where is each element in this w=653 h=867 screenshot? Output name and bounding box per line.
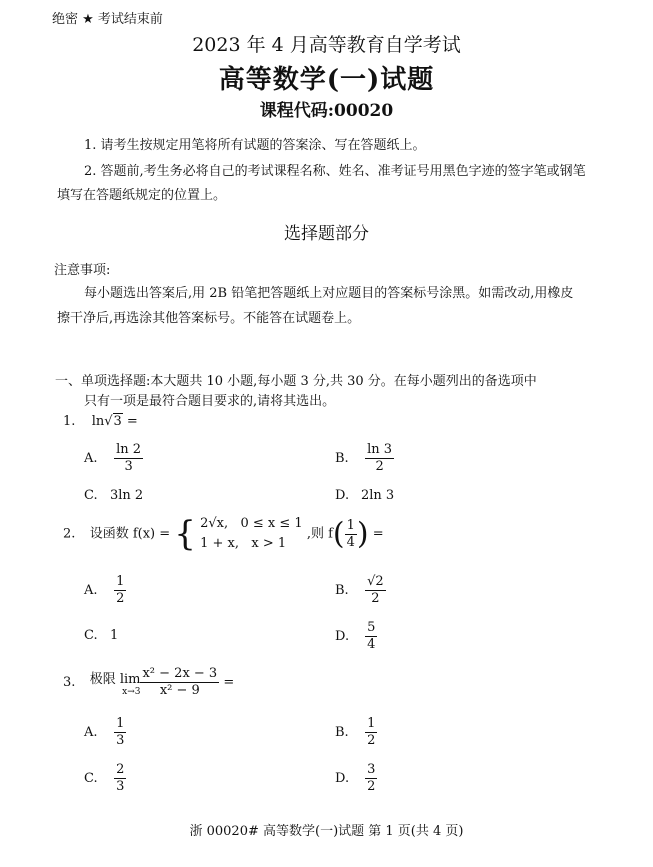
notice-line1: 每小题选出答案后,用 2B 铅笔把答题纸上对应题目的答案标号涂黑。如需改动,用橡皮 [84, 286, 574, 301]
question-1-option-c [84, 488, 143, 503]
option-fraction [365, 620, 377, 653]
question-3-option-b [335, 716, 377, 749]
option-label: B. [335, 583, 349, 598]
course-code: 课程代码:00020 [259, 101, 394, 121]
question-number: 2. [63, 526, 76, 542]
numerator: √2 [367, 574, 384, 589]
stem-text: = [368, 526, 384, 542]
stem-text: = [219, 675, 235, 690]
numerator: ln 2 [116, 442, 142, 457]
option-label: A. [84, 451, 98, 466]
denominator: 2 [375, 459, 384, 474]
denominator: 4 [367, 637, 376, 652]
case-expression: 2√x, [200, 516, 229, 531]
question-1-option-b [335, 442, 394, 475]
limit-operator [90, 668, 141, 697]
limit-fraction [140, 666, 219, 699]
denominator: 3 [124, 459, 133, 474]
question-2-stem [63, 514, 384, 554]
option-label: B. [335, 725, 349, 740]
option-fraction [114, 574, 126, 607]
option-fraction [365, 762, 377, 795]
stem-text: ,则 f [306, 526, 333, 542]
option-text: 1 [110, 628, 119, 643]
option-label: D. [335, 629, 350, 644]
option-label: A. [84, 583, 98, 598]
part1-heading-line2: 只有一项是最符合题目要求的,请将其选出。 [84, 394, 336, 409]
instruction-2-line1: 2. 答题前,考生务必将自己的考试课程名称、姓名、准考证号用黑色字迹的签字笔或钢笔 [84, 164, 586, 179]
option-label: D. [335, 771, 350, 786]
question-3-option-c [84, 762, 126, 795]
case-expression: 1 + x, [200, 536, 239, 551]
argument-fraction [345, 518, 357, 551]
denominator: x² − 9 [159, 683, 200, 698]
denominator: 4 [346, 534, 355, 550]
stem-text: = [122, 414, 138, 429]
paper-title: 高等数学(一)试题 [218, 65, 435, 95]
exam-title: 2023 年 4 月高等教育自学考试 [192, 34, 461, 56]
question-number: 1. [63, 414, 76, 429]
option-fraction [365, 442, 394, 475]
denominator: 2 [367, 779, 376, 794]
question-1-stem: 1. ln√3 = [63, 414, 138, 429]
option-text: 2ln 3 [361, 488, 395, 503]
part1-heading: 一、单项选择题:本大题共 10 小题,每小题 3 分,共 30 分。在每小题列出的备选项中 [55, 374, 537, 389]
question-3-stem [63, 666, 234, 699]
option-label: A. [84, 725, 98, 740]
section-title: 选择题部分 [284, 224, 369, 244]
numerator: 3 [367, 762, 376, 777]
case-condition: x > 1 [251, 536, 287, 551]
question-3-option-d [335, 762, 377, 795]
denominator: 2 [371, 591, 380, 606]
question-2-option-b [335, 574, 386, 607]
stem-text: ln [91, 414, 105, 429]
option-label: C. [84, 488, 98, 503]
notice-line2: 擦干净后,再选涂其他答案标号。不能答在试题卷上。 [57, 311, 361, 326]
question-3-option-a [84, 716, 126, 749]
confidential-label: 绝密 ★ 考试结束前 [52, 12, 163, 27]
option-text: 3ln 2 [110, 488, 144, 503]
denominator: 3 [116, 779, 125, 794]
instruction-1: 1. 请考生按规定用笔将所有试题的答案涂、写在答题纸上。 [84, 138, 426, 153]
limit-subscript: x→3 [122, 687, 141, 697]
numerator: 5 [367, 620, 376, 635]
instruction-2-line2: 填写在答题纸规定的位置上。 [57, 188, 227, 203]
option-fraction [114, 762, 126, 795]
numerator: 1 [116, 574, 125, 589]
question-1-option-a [84, 442, 143, 475]
option-fraction [114, 716, 126, 749]
option-fraction [365, 716, 377, 749]
option-fraction [365, 574, 386, 607]
question-2-option-d [335, 620, 377, 653]
question-number: 3. [63, 675, 76, 690]
piecewise-cases [200, 514, 303, 554]
numerator: 1 [346, 517, 355, 533]
option-label: B. [335, 451, 349, 466]
left-paren: ( [332, 516, 345, 552]
option-label: C. [84, 771, 98, 786]
question-2-option-a [84, 574, 126, 607]
stem-text: 极限 lim [89, 672, 141, 687]
numerator: ln 3 [367, 442, 393, 457]
numerator: 2 [116, 762, 125, 777]
denominator: 2 [116, 591, 125, 606]
left-brace: { [174, 514, 196, 554]
sqrt-radicand: 3 [113, 414, 122, 429]
numerator: x² − 2x − 3 [142, 666, 218, 681]
question-1-option-d [335, 488, 394, 503]
numerator: 1 [116, 716, 125, 731]
stem-text: 设函数 f(x) = [89, 526, 171, 542]
numerator: 1 [367, 716, 376, 731]
question-2-option-c [84, 628, 118, 643]
option-label: D. [335, 488, 350, 503]
page-footer: 浙 00020# 高等数学(一)试题 第 1 页(共 4 页) [189, 824, 464, 839]
notice-label: 注意事项: [54, 263, 111, 278]
denominator: 3 [116, 733, 125, 748]
option-label: C. [84, 628, 98, 643]
right-paren: ) [356, 516, 369, 552]
denominator: 2 [367, 733, 376, 748]
case-condition: 0 ≤ x ≤ 1 [240, 516, 303, 531]
option-fraction [114, 442, 143, 475]
